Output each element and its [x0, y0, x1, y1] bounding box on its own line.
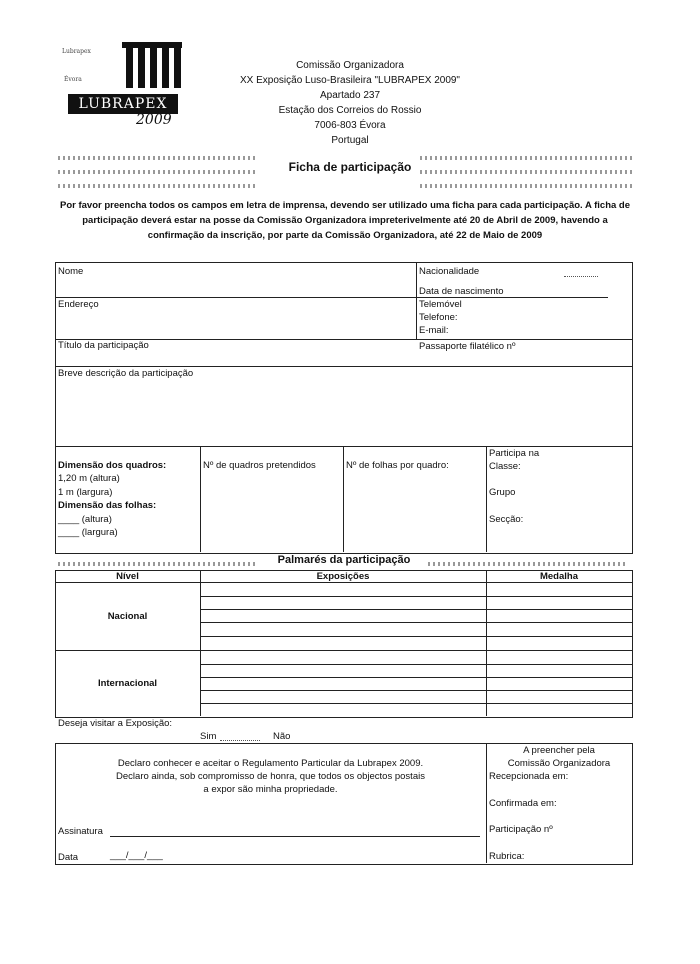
address-line: Estação dos Correios do Rossio: [278, 105, 422, 116]
participacao-label: Participação nº: [489, 824, 553, 835]
endereco-label: Endereço: [58, 299, 99, 310]
header-nivel: Nível: [116, 571, 139, 582]
folhas-altura: ____ (altura): [58, 514, 112, 525]
official-title1: A preencher pela: [523, 745, 595, 756]
passaporte-label: Passaporte filatélico nº: [419, 341, 516, 352]
logo-year: 2009: [136, 112, 172, 128]
n-quadros-label: Nº de quadros pretendidos: [203, 460, 316, 471]
breve-descricao-label: Breve descrição da participação: [58, 368, 194, 379]
declaration-line1: Declaro conhecer e aceitar o Regulamento Particular da Lubrapex 2009.: [117, 758, 424, 769]
visit-sim[interactable]: Sim: [200, 731, 217, 742]
visit-nao[interactable]: Não: [273, 731, 291, 742]
telefone-label: Telefone:: [419, 312, 458, 323]
classe-label: Classe:: [489, 461, 521, 472]
noise: [58, 184, 258, 188]
dimensao-quadros-label: Dimensão dos quadros:: [58, 460, 167, 471]
nivel-nacional: Nacional: [107, 611, 148, 622]
visit-question: Deseja visitar a Exposição:: [58, 718, 173, 729]
address-line: Apartado 237: [319, 90, 381, 101]
nivel-internacional: Internacional: [97, 678, 158, 689]
seccao-label: Secção:: [489, 514, 524, 525]
sim-field[interactable]: [220, 740, 260, 741]
address-line: Portugal: [331, 135, 369, 146]
email-label: E-mail:: [419, 325, 449, 336]
data-nascimento-label: Data de nascimento: [419, 286, 504, 297]
address-line: XX Exposição Luso-Brasileira "LUBRAPEX 2009": [240, 75, 460, 86]
form-title: Ficha de participação: [288, 160, 412, 174]
lubrapex-logo: [62, 42, 182, 132]
palmares-title: Palmarés da participação: [277, 554, 411, 566]
declaration-line3: a expor são minha propriedade.: [203, 784, 338, 795]
telemovel-label: Telemóvel: [419, 299, 462, 310]
instructions: Por favor preencha todos os campos em letra de imprensa, devendo ser utilizado uma ficha para cada participação. A ficha de participação deverá estar na posse da Comissão Organizadora impreterivelmente até 20 de Abril de 2009, havendo a confirmação da inscrição, por parte da Comissão Organizadora, até 22 de Maio de 2009: [60, 200, 630, 241]
logo-small-text: Lubrapex: [62, 48, 91, 55]
n-folhas-label: Nº de folhas por quadro:: [346, 460, 449, 471]
assinatura-label: Assinatura: [58, 826, 103, 837]
nacionalidade-field[interactable]: [564, 276, 598, 277]
palmares-table: [55, 570, 633, 718]
address-line: Comissão Organizadora: [296, 60, 404, 71]
nome-label: Nome: [58, 266, 84, 277]
declaration-line2: Declaro ainda, sob compromisso de honra, que todos os objectos postais: [116, 771, 425, 782]
participa-label: Participa na: [489, 448, 540, 459]
organizer-address: [200, 58, 500, 148]
data-field[interactable]: ___/___/___: [110, 850, 163, 861]
assinatura-field[interactable]: [110, 836, 480, 837]
grupo-label: Grupo: [489, 487, 516, 498]
logo-name: LUBRAPEX: [68, 94, 178, 114]
dimensao-folhas-label: Dimensão das folhas:: [58, 500, 157, 511]
pillars-icon: [122, 42, 182, 90]
logo-city-text: Évora: [64, 76, 82, 83]
header-exposicoes: Exposições: [316, 571, 370, 582]
header-medalha: Medalha: [539, 571, 578, 582]
recepcionada-label: Recepcionada em:: [489, 771, 569, 782]
largura-text: 1 m (largura): [58, 487, 113, 498]
confirmada-label: Confirmada em:: [489, 798, 557, 809]
rubrica-label: Rubrica:: [489, 851, 525, 862]
altura-text: 1,20 m (altura): [58, 473, 120, 484]
official-title2: Comissão Organizadora: [507, 758, 611, 769]
folhas-largura: ____ (largura): [58, 527, 118, 538]
nacionalidade-label: Nacionalidade: [419, 266, 480, 277]
data-label: Data: [58, 852, 79, 863]
address-line: 7006-803 Évora: [314, 120, 386, 131]
noise: [420, 184, 632, 188]
titulo-label: Título da participação: [58, 340, 149, 351]
